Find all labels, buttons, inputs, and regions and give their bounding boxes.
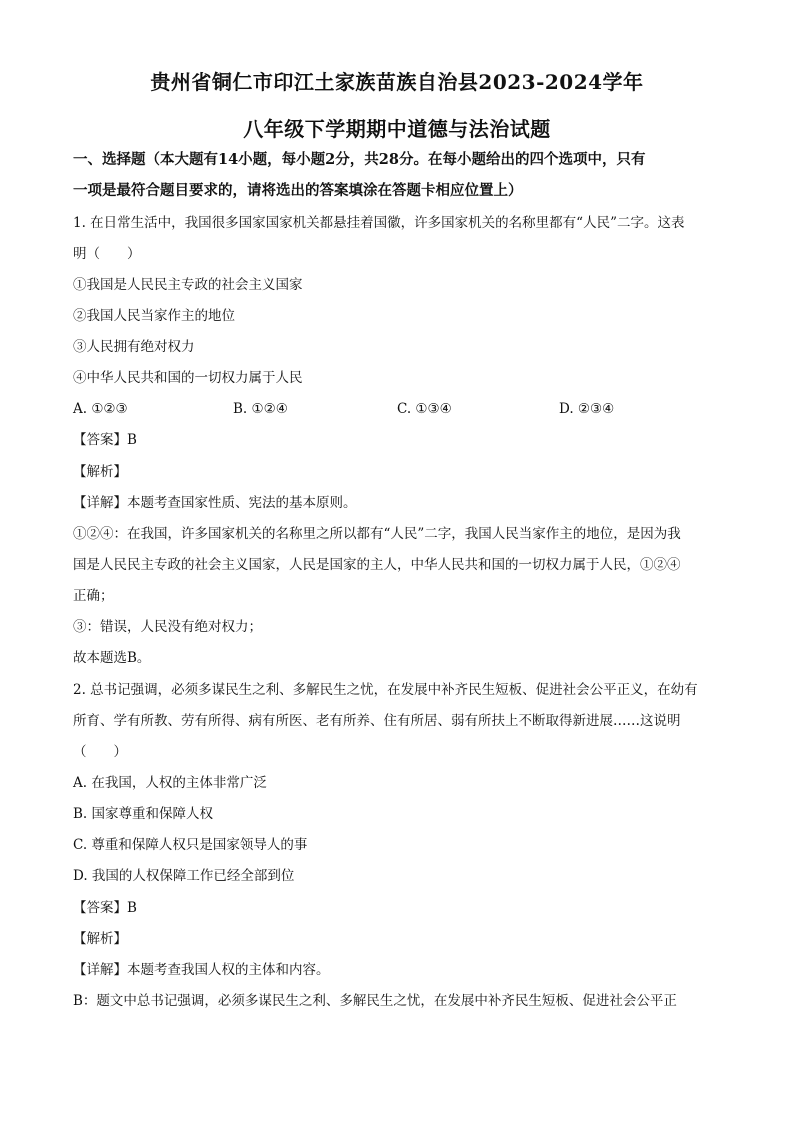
doc-title-line1: 贵州省铜仁市印江土家族苗族自治县2023-2024学年	[150, 70, 644, 94]
q1-explanation-line4: ③：错误，人民没有绝对权力；	[73, 619, 262, 635]
doc-title-line2: 八年级下学期期中道德与法治试题	[243, 117, 551, 141]
section-heading-line2: 一项是最符合题目要求的，请将选出的答案填涂在答题卡相应位置上）	[73, 182, 523, 199]
q1-conclusion: 故本题选B。	[73, 650, 151, 666]
q1-option-d: D. ②③④	[559, 401, 615, 417]
q1-explanation-line2: 国是人民民主专政的社会主义国家，人民是国家的主人，中华人民共和国的一切权力属于人民，①②④	[73, 557, 681, 573]
q2-detail: 【详解】本题考查我国人权的主体和内容。	[73, 962, 330, 978]
q1-explanation-line1: ①②④：在我国，许多国家机关的名称里之所以都有“人民”二字，我国人民当家作主的地位，是因为我	[73, 526, 681, 542]
q1-statement: ①我国是人民民主专政的社会主义国家	[73, 277, 303, 293]
q1-answer: 【答案】B	[73, 432, 137, 448]
q1-stem-line1: 1. 在日常生活中，我国很多国家国家机关都悬挂着国徽，许多国家机关的名称里都有“人民”二字。这表	[73, 215, 685, 231]
q1-statement: ④中华人民共和国的一切权力属于人民	[73, 370, 303, 386]
q1-detail: 【详解】本题考查国家性质、宪法的基本原则。	[73, 495, 357, 511]
q2-option-d: D. 我国的人权保障工作已经全部到位	[73, 868, 295, 884]
q1-option-a: A. ①②③	[73, 401, 128, 417]
q2-stem-line1: 2. 总书记强调，必须多谋民生之利、多解民生之忧，在发展中补齐民生短板、促进社会公平正义，在幼有	[73, 682, 698, 698]
q1-analysis-label: 【解析】	[73, 464, 127, 480]
q1-explanation-line3: 正确；	[73, 588, 114, 604]
q2-stem-line2: 所育、学有所教、劳有所得、病有所医、老有所养、住有所居、弱有所扶上不断取得新进展……这说明	[73, 713, 681, 729]
q2-explanation-line1: B：题文中总书记强调，必须多谋民生之利、多解民生之忧，在发展中补齐民生短板、促进社会公平正	[73, 993, 677, 1009]
q2-option-b: B. 国家尊重和保障人权	[73, 806, 214, 822]
q2-option-c: C. 尊重和保障人权只是国家领导人的事	[73, 837, 308, 853]
q1-statement: ③人民拥有绝对权力	[73, 339, 195, 355]
q2-analysis-label: 【解析】	[73, 931, 127, 947]
q2-stem-line3: （ ）	[73, 744, 127, 760]
q1-stem-line2: 明（ ）	[73, 246, 141, 262]
q1-option-b: B. ①②④	[233, 401, 288, 417]
section-heading-line1: 一、选择题（本大题有14小题，每小题2分，共28分。在每小题给出的四个选项中，只有	[73, 151, 646, 168]
q1-statement: ②我国人民当家作主的地位	[73, 308, 235, 324]
q1-option-c: C. ①③④	[397, 401, 452, 417]
q2-option-a: A. 在我国，人权的主体非常广泛	[73, 775, 267, 791]
q2-answer: 【答案】B	[73, 900, 137, 916]
